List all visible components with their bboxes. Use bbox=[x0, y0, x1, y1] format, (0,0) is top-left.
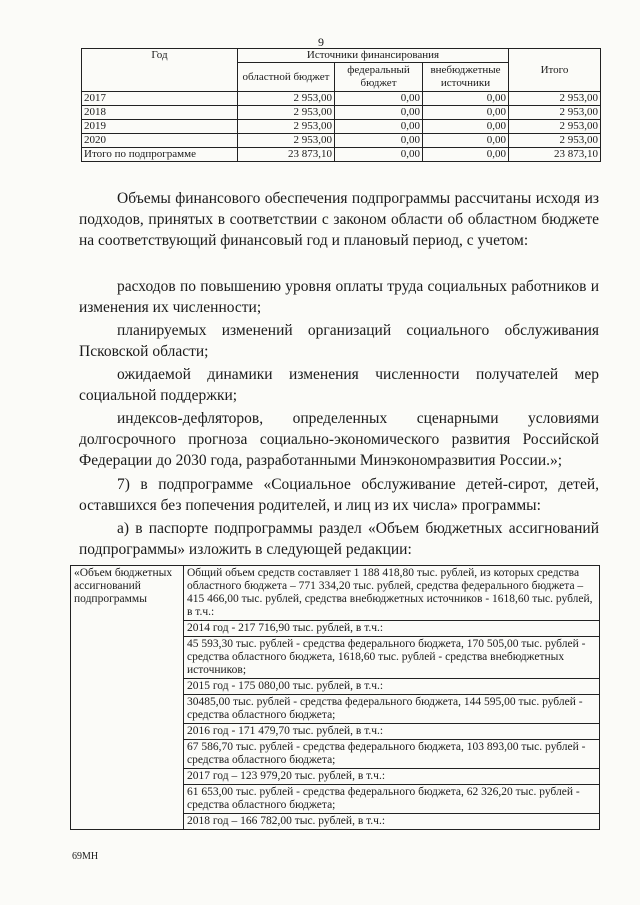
table-row bbox=[82, 134, 601, 148]
cell-regional: 2 953,00 bbox=[238, 106, 335, 120]
paragraph-deflator-indices: индексов-дефляторов, определенных сценарными условиями долгосрочного прогноза социально-экономического развития Российской Федерации до 2030 года, разработанными Минэкономразвития России.»; bbox=[79, 410, 599, 469]
cell-offbudget: 0,00 bbox=[423, 106, 509, 120]
paragraph-expected-dynamics: ожидаемой динамики изменения численности получателей мер социальной поддержки; bbox=[79, 366, 599, 404]
table-row bbox=[82, 120, 601, 134]
header-regional-budget: областной бюджет bbox=[238, 63, 335, 92]
paragraph-planned-changes: планируемых изменений организаций социального обслуживания Псковской области; bbox=[79, 322, 599, 360]
header-year: Год bbox=[82, 49, 238, 92]
passport-year-2014: 2014 год - 217 716,90 тыс. рублей, в т.ч.: bbox=[184, 621, 600, 637]
header-offbudget-sources: внебюджетные источники bbox=[423, 63, 509, 92]
table-row bbox=[82, 106, 601, 120]
cell-federal: 0,00 bbox=[335, 92, 423, 106]
cell-offbudget: 0,00 bbox=[423, 148, 509, 162]
funding-table bbox=[81, 48, 601, 162]
cell-federal: 0,00 bbox=[335, 148, 423, 162]
cell-year: 2018 bbox=[82, 106, 238, 120]
cell-year: 2020 bbox=[82, 134, 238, 148]
paragraph-subprogram-item-7: 7) в подпрограмме «Социальное обслуживание детей-сирот, детей, оставшихся без попечения родителей, и лиц из их числа» программы: bbox=[79, 476, 599, 514]
cell-total: 23 873,10 bbox=[509, 148, 601, 162]
cell-year: Итого по подпрограмме bbox=[82, 148, 238, 162]
passport-section-label: «Объем бюджетных ассигнований подпрограммы bbox=[71, 566, 184, 830]
cell-regional: 2 953,00 bbox=[238, 92, 335, 106]
cell-regional: 23 873,10 bbox=[238, 148, 335, 162]
cell-offbudget: 0,00 bbox=[423, 134, 509, 148]
cell-offbudget: 0,00 bbox=[423, 120, 509, 134]
passport-total-volume: Общий объем средств составляет 1 188 418,80 тыс. рублей, из которых средства областного бюджета – 771 334,20 тыс. рублей, средства федерального бюджета – 415 466,00 тыс. рублей, средства внебюджетных источников - 1618,60 тыс. рублей, в т.ч.: bbox=[184, 566, 600, 621]
cell-total: 2 953,00 bbox=[509, 106, 601, 120]
cell-year: 2017 bbox=[82, 92, 238, 106]
cell-federal: 0,00 bbox=[335, 120, 423, 134]
passport-year-2017: 2017 год – 123 979,20 тыс. рублей, в т.ч.: bbox=[184, 769, 600, 785]
passport-year-2018: 2018 год – 166 782,00 тыс. рублей, в т.ч.: bbox=[184, 814, 600, 830]
passport-breakdown-2016: 67 586,70 тыс. рублей - средства федерального бюджета, 103 893,00 тыс. рублей - средства областного бюджета; bbox=[184, 740, 600, 769]
passport-breakdown-2015: 30485,00 тыс. рублей - средства федерального бюджета, 144 595,00 тыс. рублей - средства областного бюджета; bbox=[184, 695, 600, 724]
cell-total: 2 953,00 bbox=[509, 120, 601, 134]
funding-table-header-row bbox=[82, 49, 601, 63]
paragraph-funding-volumes: Объемы финансового обеспечения подпрограммы рассчитаны исходя из подходов, принятых в соответствии с законом области об областном бюджете на соответствующий финансовый год и плановый период, с учетом: bbox=[79, 190, 599, 249]
passport-table bbox=[70, 565, 600, 830]
cell-year: 2019 bbox=[82, 120, 238, 134]
page-number: 9 bbox=[318, 35, 324, 49]
table-row-total bbox=[82, 148, 601, 162]
table-row bbox=[71, 566, 600, 621]
passport-year-2015: 2015 год - 175 080,00 тыс. рублей, в т.ч.: bbox=[184, 679, 600, 695]
document-code: 69МН bbox=[72, 851, 99, 862]
header-federal-budget: федеральный бюджет bbox=[335, 63, 423, 92]
cell-federal: 0,00 bbox=[335, 134, 423, 148]
cell-federal: 0,00 bbox=[335, 106, 423, 120]
table-row bbox=[82, 92, 601, 106]
passport-breakdown-2014: 45 593,30 тыс. рублей - средства федерального бюджета, 170 505,00 тыс. рублей - средства областного бюджета, 1618,60 тыс. рублей - средства внебюджетных источников; bbox=[184, 637, 600, 679]
cell-total: 2 953,00 bbox=[509, 134, 601, 148]
paragraph-item-a: а) в паспорте подпрограммы раздел «Объем бюджетных ассигнований подпрограммы» изложить в следующей редакции: bbox=[79, 520, 599, 558]
cell-total: 2 953,00 bbox=[509, 92, 601, 106]
passport-year-2016: 2016 год - 171 479,70 тыс. рублей, в т.ч.: bbox=[184, 724, 600, 740]
cell-offbudget: 0,00 bbox=[423, 92, 509, 106]
header-sources: Источники финансирования bbox=[238, 49, 509, 63]
paragraph-wage-expenses: расходов по повышению уровня оплаты труда социальных работников и изменения их численности; bbox=[79, 278, 599, 316]
cell-regional: 2 953,00 bbox=[238, 120, 335, 134]
cell-regional: 2 953,00 bbox=[238, 134, 335, 148]
header-total: Итого bbox=[509, 49, 601, 92]
passport-breakdown-2017: 61 653,00 тыс. рублей - средства федерального бюджета, 62 326,20 тыс. рублей - средства областного бюджета; bbox=[184, 785, 600, 814]
